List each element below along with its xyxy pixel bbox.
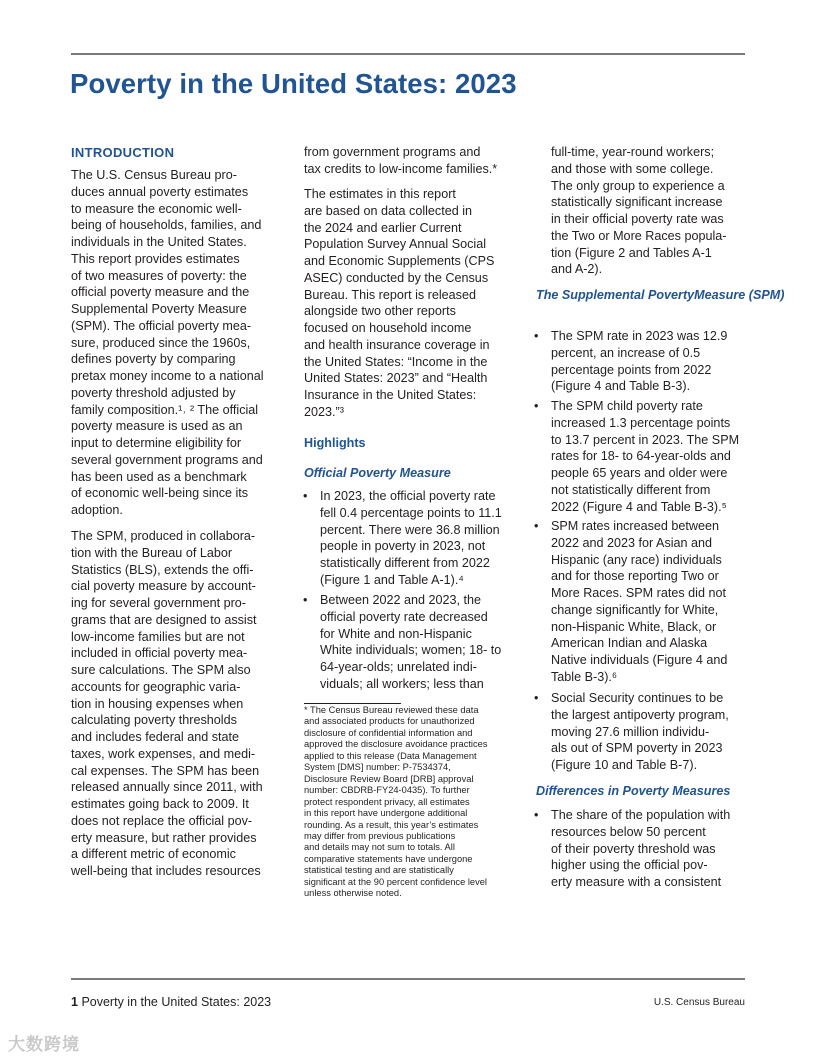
text-line: erty measure, but rather provides	[71, 830, 257, 845]
text-line: in their official poverty rate was	[551, 212, 724, 226]
text-line: non-Hispanic White, Black, or	[551, 619, 717, 634]
bullet-text	[551, 518, 727, 686]
text-line: being of households, families, and	[71, 218, 262, 233]
text-line: estimates going back to 2009. It	[71, 797, 249, 811]
text-line: the Two or More Races popula-	[551, 228, 727, 243]
text-line: approved the disclosure avoidance practices	[304, 739, 488, 750]
page-title: Poverty in the United States: 2023	[70, 68, 517, 99]
text-line: for White and non-Hispanic	[320, 626, 472, 641]
text-line: The SPM rate in 2023 was 12.9	[551, 329, 728, 343]
watermark: 大数跨境	[8, 1035, 80, 1054]
text-line: Between 2022 and 2023, the	[320, 593, 482, 607]
bullet-icon: •	[534, 519, 539, 533]
text-line: This report provides estimates	[71, 251, 240, 266]
page-number: 1	[71, 995, 78, 1009]
text-line: applied to this release (Data Management	[304, 750, 477, 761]
bullet-item	[534, 398, 740, 515]
text-line: Table B-3).⁶	[551, 669, 618, 684]
bullet-icon: •	[534, 329, 539, 343]
spm-heading	[536, 287, 784, 304]
text-line: calculating poverty thresholds	[71, 713, 237, 728]
text-line: unless otherwise noted.	[304, 888, 402, 899]
text-line: official poverty measure and the	[71, 285, 250, 300]
text-line: released annually since 2011, with	[71, 780, 263, 795]
text-line: from government programs and	[304, 145, 481, 159]
text-line: and includes federal and state	[71, 730, 240, 744]
text-line: full-time, year-round workers;	[551, 145, 715, 159]
text-line: the largest antipoverty program,	[551, 707, 729, 722]
intro-paragraph-2	[71, 528, 263, 880]
text-line: ing for several government pro-	[71, 596, 246, 610]
text-line: disclosure of confidential information and	[304, 727, 473, 738]
bullet-text	[320, 592, 501, 693]
text-line: (SPM). The official poverty mea-	[71, 318, 252, 333]
text-line: White individuals; women; 18- to	[320, 643, 502, 658]
text-line: cal expenses. The SPM has been	[71, 763, 260, 778]
text-line: of economic well-being since its	[71, 486, 249, 501]
text-line: and Economic Supplements (CPS	[304, 254, 495, 268]
footnote-divider	[304, 703, 401, 704]
text-line: the United States: “Income in the	[304, 354, 488, 369]
text-line: and health insurance coverage in	[304, 337, 490, 352]
bullet-icon: •	[303, 489, 308, 503]
text-line: higher using the official pov-	[551, 858, 708, 873]
text-line: low-income families but are not	[71, 629, 245, 644]
text-line: Social Security continues to be	[551, 691, 724, 705]
introduction-heading: INTRODUCTION	[71, 145, 175, 160]
text-line: accounts for geographic varia-	[71, 679, 241, 694]
text-line: family composition.¹˒ ² The official	[71, 402, 259, 417]
text-line: of their poverty threshold was	[551, 841, 716, 856]
text-line: people in poverty in 2023, not	[320, 539, 486, 554]
text-line: has been used as a benchmark	[71, 469, 247, 484]
text-line: statistical testing and are statistically	[304, 865, 454, 876]
text-line: Statistics (BLS), extends the offi-	[71, 562, 254, 577]
bullet-item	[534, 690, 729, 774]
text-line: comparative statements have undergone	[304, 853, 473, 864]
intro-paragraph-1	[71, 167, 264, 519]
text-line: The Supplemental Poverty	[536, 288, 695, 302]
text-line: erty measure with a consistent	[551, 875, 722, 889]
bullet-item	[534, 807, 731, 891]
text-line: tion (Figure 2 and Tables A-1	[551, 245, 712, 260]
text-line: several government programs and	[71, 452, 263, 467]
text-line: als out of SPM poverty in 2023	[551, 741, 723, 756]
text-line: and details may not sum to totals. All	[304, 842, 455, 853]
text-line: moving 27.6 million individu-	[551, 724, 710, 739]
text-line: American Indian and Alaska	[551, 636, 708, 651]
text-line: Disclosure Review Board [DRB] approval	[304, 773, 474, 784]
text-line: taxes, work expenses, and medi-	[71, 746, 256, 761]
text-line: may differ from previous publications	[304, 830, 456, 841]
text-line: percentage points from 2022	[551, 362, 712, 377]
text-line: Insurance in the United States:	[304, 388, 477, 402]
text-line: defines poverty by comparing	[71, 352, 236, 367]
text-line: poverty threshold adjusted by	[71, 385, 236, 400]
highlights-heading: Highlights	[304, 436, 366, 450]
text-line: are based on data collected in	[304, 203, 473, 218]
text-line: ASEC) conducted by the Census	[304, 270, 489, 285]
text-line: rates for 18- to 64-year-olds and	[551, 449, 731, 464]
text-line: number: CBDRB-FY24-0435). To further	[304, 785, 470, 796]
text-line: Native individuals (Figure 4 and	[551, 653, 728, 667]
text-line: More Races. SPM rates did not	[551, 586, 726, 600]
text-line: and those with some college.	[551, 161, 714, 176]
text-line: official poverty rate decreased	[320, 609, 488, 624]
text-line: to 13.7 percent in 2023. The SPM	[551, 432, 740, 447]
differences-heading: Differences in Poverty Measures	[536, 784, 731, 798]
text-line: increased 1.3 percentage points	[551, 415, 731, 430]
text-line: sure calculations. The SPM also	[71, 663, 251, 677]
text-line: individuals in the United States.	[71, 235, 247, 249]
text-line: grams that are designed to assist	[71, 612, 257, 627]
bullet-text	[551, 690, 729, 774]
text-line: (Figure 10 and Table B-7).	[551, 758, 698, 772]
text-line: statistically different from 2022	[320, 556, 490, 570]
text-line: people 65 years and older were	[551, 466, 728, 480]
text-line: tax credits to low-income families.*	[304, 161, 498, 176]
text-line: resources below 50 percent	[551, 824, 706, 839]
text-line: The estimates in this report	[304, 187, 456, 201]
text-line: pretax money income to a national	[71, 369, 264, 383]
text-line: The only group to experience a	[551, 178, 725, 193]
text-line: and A-2).	[551, 262, 603, 277]
text-line: In 2023, the official poverty rate	[320, 489, 496, 503]
footer-report-title: Poverty in the United States: 2023	[81, 995, 272, 1009]
bullet-continuation	[551, 144, 726, 278]
text-line: 2022 and 2023 for Asian and	[551, 535, 713, 550]
text-line: The share of the population with	[551, 808, 731, 822]
top-rule	[71, 53, 745, 55]
bottom-rule	[71, 978, 745, 980]
footnote	[304, 705, 487, 900]
text-line: The SPM, produced in collabora-	[71, 529, 256, 543]
text-line: well-being that includes resources	[71, 864, 261, 878]
text-line: fell 0.4 percentage points to 11.1	[320, 505, 502, 520]
text-line: adoption.	[71, 503, 123, 517]
text-line: cial poverty measure by account-	[71, 579, 256, 594]
text-line: a different metric of economic	[71, 847, 236, 862]
intro-paragraph-3	[304, 144, 497, 178]
official-poverty-measure-heading: Official Poverty Measure	[304, 466, 451, 480]
text-line: the 2024 and earlier Current	[304, 220, 462, 235]
text-line: and for those reporting Two or	[551, 569, 719, 584]
bullet-icon: •	[534, 399, 539, 413]
text-line: change significantly for White,	[551, 602, 719, 617]
text-line: The U.S. Census Bureau pro-	[71, 168, 237, 182]
text-line: and associated products for unauthorized	[304, 716, 475, 727]
bullet-text	[551, 328, 727, 395]
text-line: Population Survey Annual Social	[304, 237, 487, 252]
text-line: The SPM child poverty rate	[551, 399, 703, 413]
text-line: Hispanic (any race) individuals	[551, 552, 722, 567]
bullet-icon: •	[303, 593, 308, 607]
bullet-item	[303, 592, 502, 693]
text-line: protect respondent privacy, all estimates	[304, 796, 470, 807]
text-line: sure, produced since the 1960s,	[71, 335, 251, 350]
bullet-item	[303, 488, 502, 589]
text-line: input to determine eligibility for	[71, 436, 242, 450]
footer-title	[71, 995, 271, 1009]
text-line: statistically significant increase	[551, 195, 723, 210]
text-line: in this report have undergone additional	[304, 808, 468, 819]
text-line: tion in housing expenses when	[71, 696, 244, 711]
text-line: Bureau. This report is released	[304, 287, 476, 302]
text-line: tion with the Bureau of Labor	[71, 545, 233, 560]
text-line: poverty measure is used as an	[71, 419, 243, 434]
text-line: duces annual poverty estimates	[71, 184, 249, 199]
text-line: (Figure 4 and Table B-3).	[551, 379, 691, 394]
bullet-icon: •	[534, 808, 539, 822]
intro-paragraph-4	[304, 186, 494, 421]
bullet-item	[534, 328, 728, 395]
bullet-text	[551, 398, 739, 515]
text-line: percent, an increase of 0.5	[551, 345, 701, 360]
text-line: of two measures of poverty: the	[71, 268, 247, 283]
text-line: 64-year-olds; unrelated indi-	[320, 660, 477, 674]
text-line: to measure the economic well-	[71, 201, 242, 216]
text-line: Measure (SPM)	[694, 288, 785, 302]
text-line: included in official poverty mea-	[71, 646, 248, 661]
text-line: significant at the 90 percent confidence level	[304, 876, 487, 887]
text-line: (Figure 1 and Table A-1).⁴	[320, 572, 464, 587]
text-line: 2022 (Figure 4 and Table B-3).⁵	[551, 499, 727, 514]
bullet-item	[534, 518, 728, 686]
text-line: alongside two other reports	[304, 304, 456, 319]
text-line: SPM rates increased between	[551, 519, 720, 533]
text-line: not statistically different from	[551, 482, 711, 497]
text-line: System [DMS] number: P-7534374,	[304, 762, 451, 773]
bullet-text	[320, 488, 502, 589]
text-line: viduals; all workers; less than	[320, 676, 484, 691]
text-line: rounding. As a result, this year’s estimates	[304, 819, 479, 830]
bullet-text	[551, 807, 730, 891]
text-line: Supplemental Poverty Measure	[71, 302, 247, 316]
bullet-icon: •	[534, 691, 539, 705]
text-line: percent. There were 36.8 million	[320, 522, 500, 537]
text-line: focused on household income	[304, 321, 472, 335]
text-line: United States: 2023” and “Health	[304, 371, 488, 386]
text-line: * The Census Bureau reviewed these data	[304, 705, 479, 715]
text-line: does not replace the official pov-	[71, 813, 253, 828]
footer-agency: U.S. Census Bureau	[653, 997, 745, 1008]
text-line: 2023.”³	[304, 404, 344, 419]
